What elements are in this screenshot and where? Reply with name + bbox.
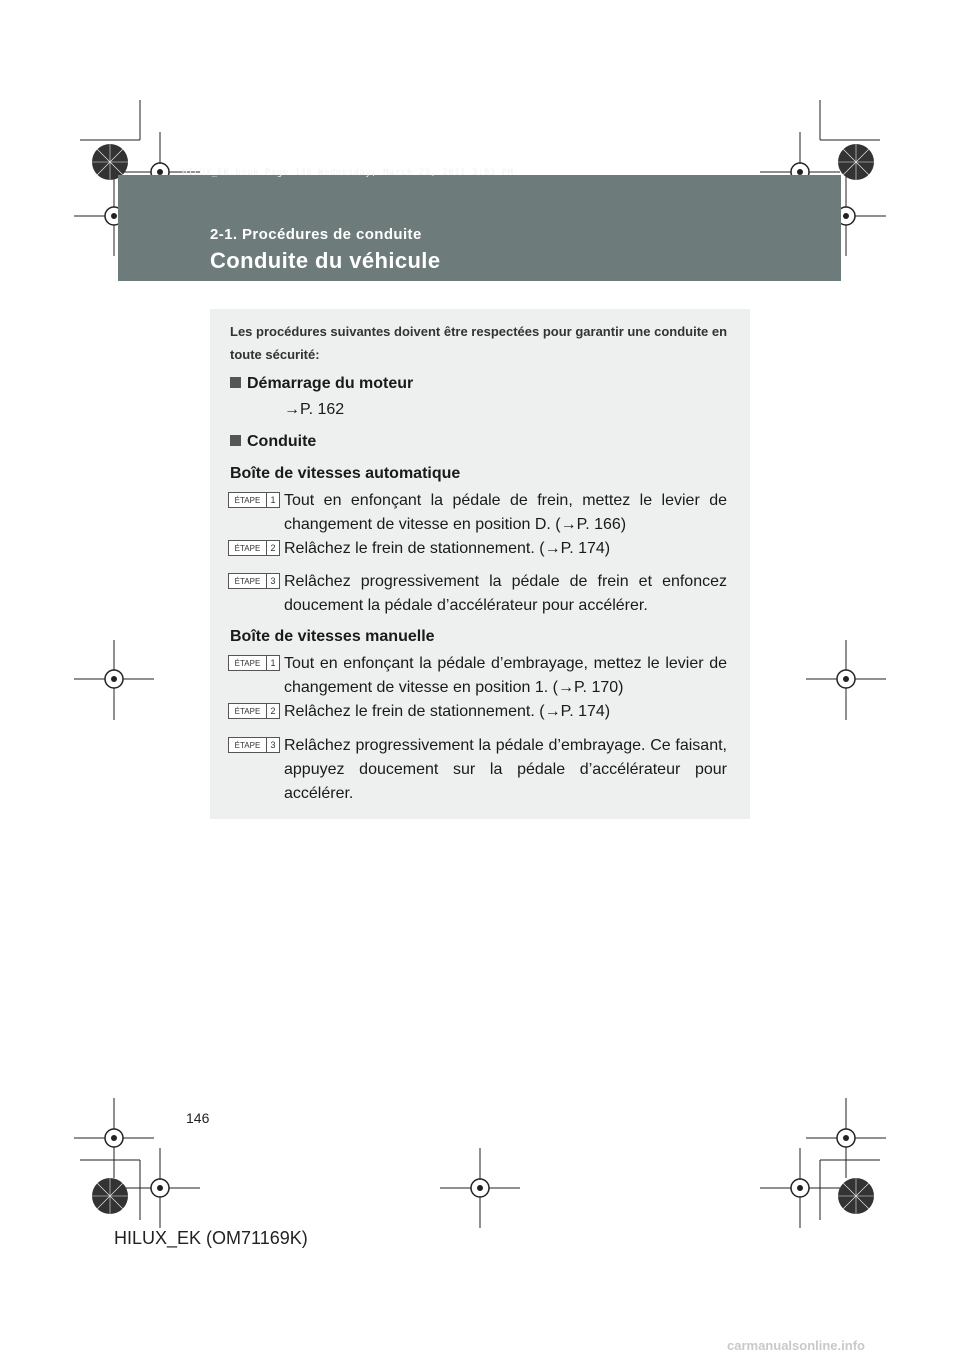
step-text: Tout en enfonçant la pédale de frein, mettez le levier de changement de vitesse en position D. (→P. 166) [284,492,727,533]
step-text: Relâchez le frein de stationnement. (→P. 174) [284,540,611,557]
driving-heading [230,433,316,451]
automatic-heading: Boîte de vitesses automatique [230,465,461,482]
step-badge: ÉTAPE 3 [228,737,280,753]
watermark: carmanualsonline.info [727,1338,865,1353]
engine-start-heading [230,375,413,393]
step-badge: ÉTAPE 2 [228,703,280,719]
step-badge: ÉTAPE 1 [228,492,280,508]
step-text: Tout en enfonçant la pédale d’embrayage, mettez le levier de changement de vitesse en position 1. (→P. 170) [284,655,727,696]
heading-label: Démarrage du moteur [247,375,414,392]
step-text: Relâchez le frein de stationnement. (→P. 174) [284,703,611,720]
step-badge: ÉTAPE 3 [228,573,280,589]
step-text: Relâchez progressivement la pédale de frein et enfoncez doucement la pédale d’accélérateur pour accélérer. [284,573,727,614]
square-bullet-icon [230,435,241,446]
book-stamp: HILUX_EK.book Page 146 Wednesday, March 23, 2011 3:03 PM [182,168,514,178]
step-badge: ÉTAPE 2 [228,540,280,556]
page-title: Conduite du véhicule [210,248,441,273]
step-text: Relâchez progressivement la pédale d’embrayage. Ce faisant, appuyez doucement sur la pédale d’accélérateur pour accélérer. [284,737,727,802]
page-number: 146 [186,1110,210,1126]
section-label: 2-1. Procédures de conduite [210,226,422,243]
manual-heading: Boîte de vitesses manuelle [230,628,435,645]
engine-start-ref: →P. 162 [284,401,345,418]
square-bullet-icon [230,377,241,388]
document-id: HILUX_EK (OM71169K) [114,1228,308,1248]
heading-label: Conduite [247,433,317,450]
intro-text: Les procédures suivantes doivent être respectées pour garantir une conduite en toute sécurité: [230,324,728,362]
step-badge: ÉTAPE 1 [228,655,280,671]
